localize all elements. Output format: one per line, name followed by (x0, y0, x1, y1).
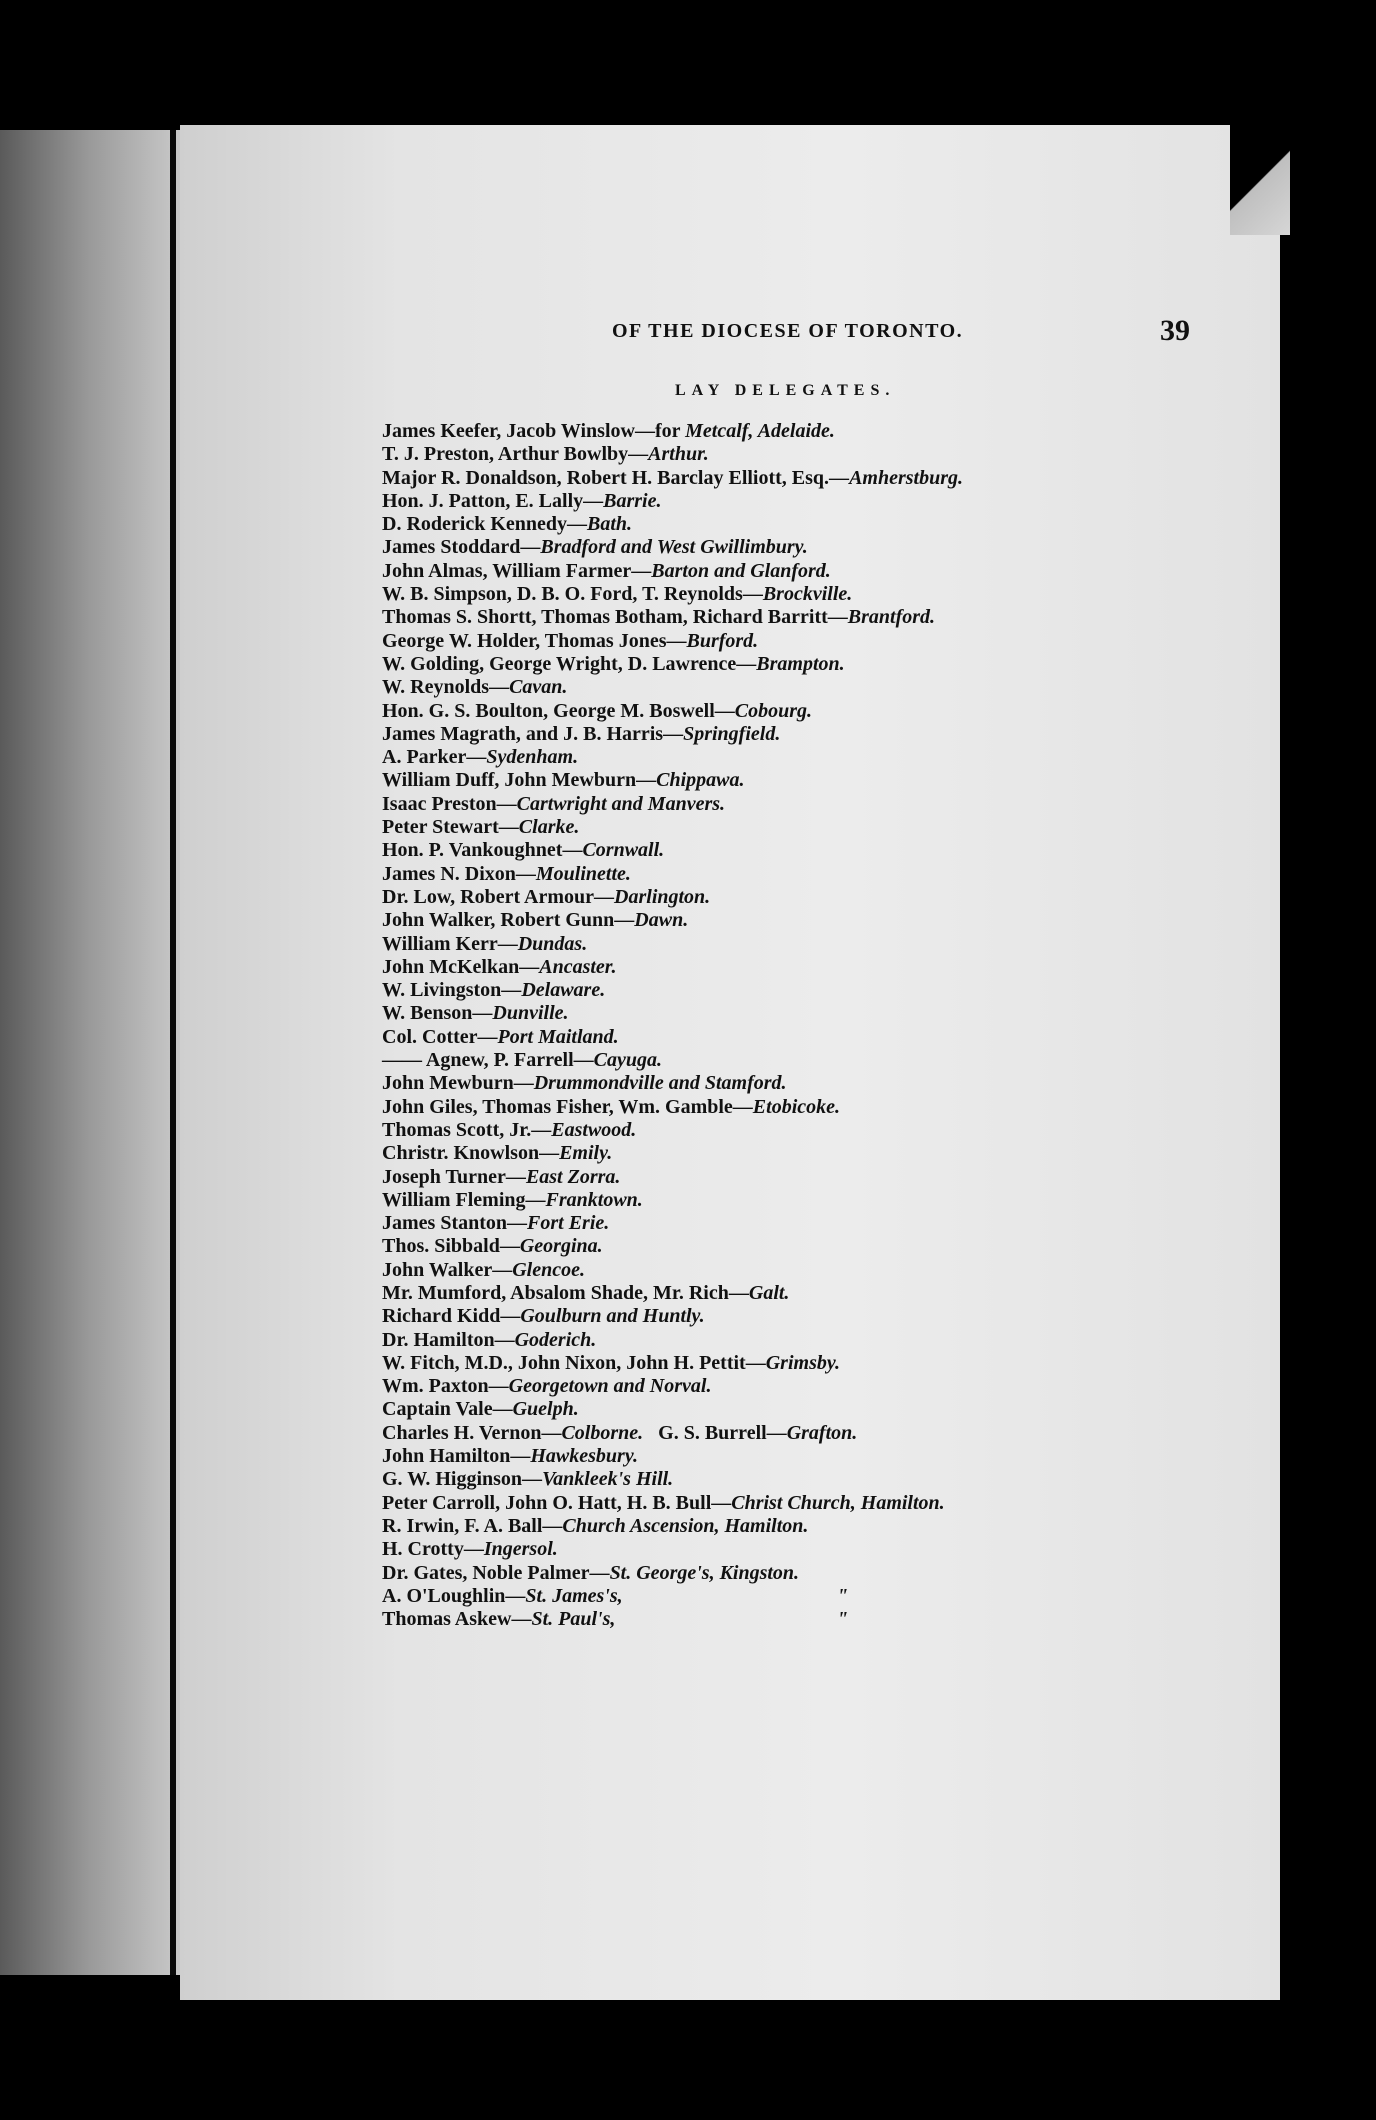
delegate-names: Peter Stewart— (382, 816, 519, 839)
delegate-entry (382, 839, 1282, 862)
delegate-entry (382, 1119, 1282, 1142)
delegate-entry (382, 1515, 1282, 1538)
ditto-mark: " (837, 1584, 849, 1607)
delegate-place: Arthur. (648, 443, 709, 466)
delegate-names: Hon. J. Patton, E. Lally— (382, 489, 604, 512)
delegate-place: Goulburn and Huntly. (520, 1305, 705, 1328)
delegate-place: Goderich. (514, 1328, 597, 1351)
delegate-place: Eastwood. (551, 1118, 637, 1141)
delegate-entry (382, 1352, 1282, 1375)
delegate-names: Captain Vale— (382, 1398, 513, 1421)
delegate-names: William Kerr— (382, 932, 518, 955)
delegate-place: Springfield. (683, 722, 781, 745)
page-number: 39 (1160, 314, 1190, 347)
delegate-entry (382, 769, 1282, 792)
delegate-names: James Stanton— (382, 1212, 528, 1235)
delegate-entry (382, 1142, 1282, 1165)
delegate-entry (382, 1235, 1282, 1258)
delegate-entry (382, 746, 1282, 769)
delegate-names: A. O'Loughlin— (382, 1584, 526, 1607)
delegate-names: Isaac Preston— (382, 792, 517, 815)
delegate-names: John Hamilton— (382, 1445, 531, 1468)
delegate-entry (382, 1282, 1282, 1305)
delegate-names: A. Parker— (382, 746, 487, 769)
delegate-names: Peter Carroll, John O. Hatt, H. B. Bull— (382, 1491, 732, 1514)
page-corner-fold (1230, 125, 1290, 235)
delegate-names: Mr. Mumford, Absalom Shade, Mr. Rich— (382, 1281, 749, 1304)
delegate-names: Major R. Donaldson, Robert H. Barclay Elliott, Esq.— (382, 466, 850, 489)
delegate-entry (382, 723, 1282, 746)
delegate-names: George W. Holder, Thomas Jones— (382, 629, 687, 652)
delegate-names: T. J. Preston, Arthur Bowlby— (382, 443, 649, 466)
delegate-entry (382, 1492, 1282, 1515)
delegate-names: John Giles, Thomas Fisher, Wm. Gamble— (382, 1095, 753, 1118)
delegate-place: Galt. (748, 1281, 790, 1304)
delegate-names: —— Agnew, P. Farrell— (382, 1049, 594, 1072)
delegate-entry (382, 909, 1282, 932)
delegate-entry (382, 420, 1282, 443)
delegate-entry (382, 1305, 1282, 1328)
delegate-entry (382, 863, 1282, 886)
delegate-place: East Zorra. (525, 1165, 621, 1188)
delegate-entry (382, 1002, 1282, 1025)
delegate-entry (382, 513, 1282, 536)
delegate-names: G. S. Burrell— (643, 1421, 787, 1444)
delegate-names: Christr. Knowlson— (382, 1142, 560, 1165)
delegate-entry (382, 1072, 1282, 1095)
delegate-place: Darlington. (614, 885, 711, 908)
delegate-names: James Stoddard— (382, 536, 541, 559)
delegate-place: Etobicoke. (752, 1095, 841, 1118)
delegate-names: Hon. P. Vankoughnet— (382, 839, 583, 862)
delegate-entry (382, 630, 1282, 653)
delegate-place: Cavan. (509, 676, 568, 699)
delegate-entry (382, 1189, 1282, 1212)
delegate-entry (382, 1398, 1282, 1421)
delegate-names: William Fleming— (382, 1188, 546, 1211)
delegate-names: Thomas Scott, Jr.— (382, 1118, 552, 1141)
delegate-entry (382, 467, 1282, 490)
delegate-entry (382, 606, 1282, 629)
delegate-entry (382, 1538, 1282, 1561)
delegate-names: R. Irwin, F. A. Ball— (382, 1514, 563, 1537)
delegate-names: John McKelkan— (382, 955, 540, 978)
delegate-entry (382, 1422, 1282, 1445)
delegate-names: John Mewburn— (382, 1072, 534, 1095)
delegate-place: Sydenham. (486, 746, 579, 769)
delegate-entry (382, 886, 1282, 909)
ditto-mark: " (837, 1608, 849, 1631)
delegate-names: Thomas S. Shortt, Thomas Botham, Richard Barritt— (382, 606, 848, 629)
delegate-place: Drummondville and Stamford. (533, 1072, 787, 1095)
delegate-place: Metcalf, Adelaide. (685, 420, 835, 442)
delegate-names: James Magrath, and J. B. Harris— (382, 722, 684, 745)
delegate-entry (382, 956, 1282, 979)
delegate-place: Clarke. (518, 816, 580, 839)
delegate-place: St. George's, Kingston. (609, 1561, 800, 1584)
delegate-place: Grafton. (786, 1421, 858, 1444)
delegate-entry (382, 1329, 1282, 1352)
delegate-place: Chippawa. (656, 769, 745, 792)
delegate-place: Port Maitland. (497, 1025, 619, 1048)
delegate-entry (382, 700, 1282, 723)
delegate-place: Barton and Glanford. (651, 559, 831, 582)
delegate-place: Cartwright and Manvers. (516, 792, 726, 815)
delegate-names: Joseph Turner— (382, 1165, 526, 1188)
delegate-entry (382, 1468, 1282, 1491)
delegate-names: Dr. Hamilton— (382, 1328, 515, 1351)
delegate-entry (382, 583, 1282, 606)
delegate-names: D. Roderick Kennedy— (382, 513, 587, 536)
delegate-names: G. W. Higginson— (382, 1468, 543, 1491)
delegate-entry (382, 1562, 1282, 1585)
delegate-names: W. Benson— (382, 1002, 493, 1025)
delegate-place: Brockville. (762, 583, 853, 606)
delegate-place: Vankleek's Hill. (542, 1468, 674, 1491)
running-head: OF THE DIOCESE OF TORONTO. (612, 320, 964, 342)
delegate-place: Cayuga. (593, 1049, 663, 1072)
delegate-place: Colborne. (561, 1421, 644, 1444)
delegate-names: Wm. Paxton— (382, 1375, 509, 1398)
delegate-place: Cobourg. (734, 699, 813, 722)
delegate-names: Dr. Gates, Noble Palmer— (382, 1561, 610, 1584)
delegate-entry (382, 1049, 1282, 1072)
delegate-names: Charles H. Vernon— (382, 1421, 562, 1444)
delegate-names: H. Crotty— (382, 1538, 484, 1561)
section-title: LAY DELEGATES. (675, 382, 896, 399)
delegate-entry (382, 1375, 1282, 1398)
delegate-place: Barrie. (603, 489, 662, 512)
delegate-names: Dr. Low, Robert Armour— (382, 885, 615, 908)
delegate-names: Hon. G. S. Boulton, George M. Boswell— (382, 699, 735, 722)
adjacent-page-edge (0, 130, 180, 1975)
delegate-names: James N. Dixon— (382, 862, 536, 885)
delegate-entry (382, 443, 1282, 466)
delegate-names: James Keefer, Jacob Winslow—for (382, 420, 686, 442)
delegate-place: Brampton. (756, 652, 845, 675)
delegate-names: Richard Kidd— (382, 1305, 521, 1328)
delegate-names: Thos. Sibbald— (382, 1235, 520, 1258)
delegate-place: Church Ascension, Hamilton. (562, 1514, 809, 1537)
delegate-place: Moulinette. (535, 862, 631, 885)
delegate-entry (382, 536, 1282, 559)
delegate-place: Ingersol. (483, 1538, 558, 1561)
delegate-entry (382, 1259, 1282, 1282)
delegate-entry (382, 1585, 1282, 1608)
delegate-names: Col. Cotter— (382, 1025, 498, 1048)
delegate-entry (382, 1608, 1282, 1631)
delegate-entry (382, 1445, 1282, 1468)
delegate-place: Bath. (587, 513, 633, 536)
delegate-names: William Duff, John Mewburn— (382, 769, 657, 792)
delegate-names: John Walker, Robert Gunn— (382, 909, 635, 932)
delegate-names: W. B. Simpson, D. B. O. Ford, T. Reynolds— (382, 583, 763, 606)
delegate-entry (382, 1212, 1282, 1235)
delegate-place: Fort Erie. (527, 1212, 610, 1235)
delegate-entry (382, 1096, 1282, 1119)
delegate-names: W. Golding, George Wright, D. Lawrence— (382, 652, 757, 675)
delegate-entry (382, 653, 1282, 676)
delegate-place: Hawkesbury. (530, 1445, 638, 1468)
delegate-names: W. Reynolds— (382, 676, 510, 699)
delegate-place: Georgetown and Norval. (508, 1375, 712, 1398)
delegate-place: Dunville. (492, 1002, 569, 1025)
delegate-place: St. James's, (525, 1584, 623, 1607)
delegate-place: Burford. (686, 629, 759, 652)
delegate-place: Franktown. (545, 1188, 643, 1211)
delegate-entry (382, 1166, 1282, 1189)
delegate-place: Guelph. (512, 1398, 579, 1421)
delegate-list (382, 420, 1282, 1631)
delegate-entry (382, 979, 1282, 1002)
delegate-entry (382, 816, 1282, 839)
delegate-place: Ancaster. (539, 955, 617, 978)
delegate-names: John Almas, William Farmer— (382, 559, 652, 582)
delegate-place: Cornwall. (582, 839, 665, 862)
delegate-place: Georgina. (519, 1235, 603, 1258)
delegate-entry (382, 1026, 1282, 1049)
delegate-place: Glencoe. (512, 1258, 585, 1281)
delegate-names: W. Fitch, M.D., John Nixon, John H. Pettit— (382, 1351, 766, 1374)
delegate-names: John Walker— (382, 1258, 513, 1281)
delegate-names: W. Livingston— (382, 979, 522, 1002)
delegate-entry (382, 933, 1282, 956)
delegate-place: Brantford. (847, 606, 936, 629)
delegate-place: Dawn. (634, 909, 689, 932)
delegate-names: Thomas Askew— (382, 1608, 532, 1631)
delegate-place: Christ Church, Hamilton. (731, 1491, 945, 1514)
delegate-entry (382, 560, 1282, 583)
delegate-place: St. Paul's, (531, 1608, 616, 1631)
delegate-place: Delaware. (521, 979, 606, 1002)
delegate-entry (382, 793, 1282, 816)
delegate-entry (382, 676, 1282, 699)
delegate-place: Dundas. (517, 932, 588, 955)
delegate-place: Amherstburg. (849, 466, 963, 489)
delegate-place: Bradford and West Gwillimbury. (540, 536, 808, 559)
delegate-place: Grimsby. (765, 1351, 840, 1374)
delegate-place: Emily. (559, 1142, 613, 1165)
gutter-line (170, 130, 176, 1975)
delegate-entry (382, 490, 1282, 513)
